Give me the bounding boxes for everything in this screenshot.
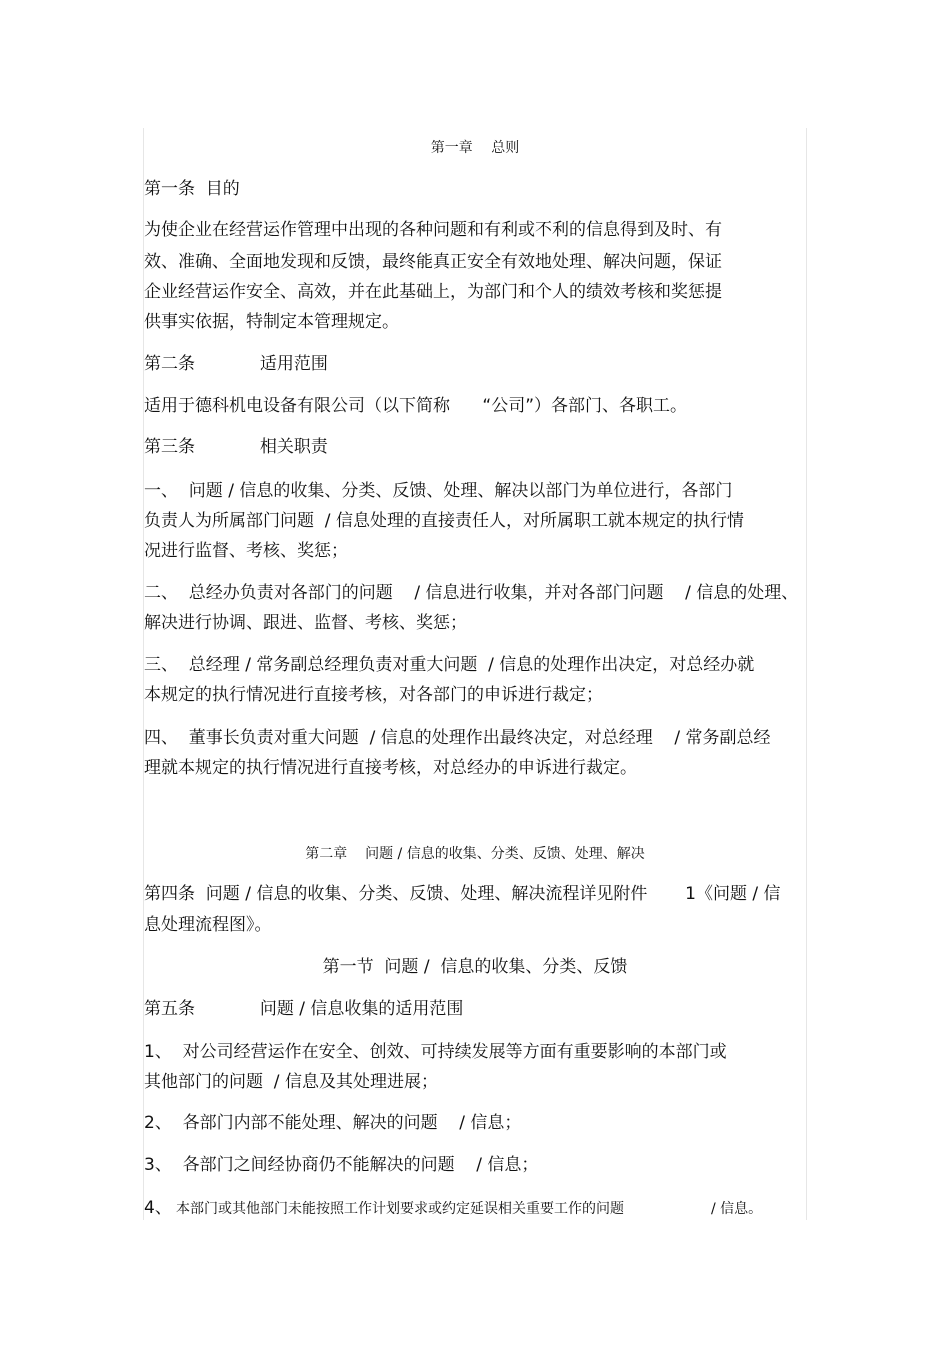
article-1-line: 效、准确、全面地发现和反馈，最终能真正安全有效地处理、解决问题，保证 [144, 252, 722, 272]
chapter-1-title: 第一章 总则 [430, 140, 520, 156]
section-1-title: 第一节 问题 / 信息的收集、分类、反馈 [322, 957, 628, 977]
article-3-item-3-line: 三、 总经理 / 常务副总经理负责对重大问题 / 信息的处理作出决定，对总经办就 [144, 655, 755, 675]
article-1-line: 供事实依据，特制定本管理规定。 [144, 312, 399, 332]
article-5-item-4-prefix: 4、 [144, 1198, 172, 1218]
article-5-item-1-line: 其他部门的问题 / 信息及其处理进展； [144, 1072, 438, 1092]
article-3-item-1-line: 况进行监督、考核、奖惩； [144, 541, 348, 561]
article-5-item-4-text: 本部门或其他部门未能按照工作计划要求或约定延误相关重要工作的问题 [176, 1201, 624, 1217]
article-5-item-4-suffix: / 信息。 [711, 1201, 763, 1217]
article-1-line: 为使企业在经营运作管理中出现的各种问题和有利或不利的信息得到及时、有 [144, 220, 722, 240]
article-3-item-4-line: 四、 董事长负责对重大问题 / 信息的处理作出最终决定，对总经理 / 常务副总经 [144, 728, 771, 748]
article-1-line: 企业经营运作安全、高效，并在此基础上，为部门和个人的绩效考核和奖惩提 [144, 282, 722, 302]
article-3-item-3-line: 本规定的执行情况进行直接考核，对各部门的申诉进行裁定； [144, 685, 603, 705]
article-5-item-3: 3、 各部门之间经协商仍不能解决的问题 / 信息； [144, 1155, 539, 1175]
article-3-item-1-line: 负责人为所属部门问题 / 信息处理的直接责任人，对所属职工就本规定的执行情 [144, 511, 744, 531]
article-4-line: 息处理流程图》。 [144, 915, 272, 935]
article-3-heading: 第三条 相关职责 [144, 437, 328, 457]
article-4-line: 第四条 问题 / 信息的收集、分类、反馈、处理、解决流程详见附件 1《问题 / 信 [144, 884, 781, 904]
article-2-text: 适用于德科机电设备有限公司（以下简称 “公司”）各部门、各职工。 [144, 396, 688, 416]
article-5-item-1-line: 1、 对公司经营运作在安全、创效、可持续发展等方面有重要影响的本部门或 [144, 1042, 727, 1062]
article-3-item-2-line: 二、 总经办负责对各部门的问题 / 信息进行收集，并对各部门问题 / 信息的处理、 [144, 583, 799, 603]
article-5-heading: 第五条 问题 / 信息收集的适用范围 [144, 999, 464, 1019]
article-1-heading: 第一条 目的 [144, 179, 240, 199]
article-3-item-2-line: 解决进行协调、跟进、监督、考核、奖惩； [144, 613, 467, 633]
article-5-item-2: 2、 各部门内部不能处理、解决的问题 / 信息； [144, 1113, 522, 1133]
article-2-heading: 第二条 适用范围 [144, 354, 328, 374]
chapter-2-title: 第二章 问题 / 信息的收集、分类、反馈、处理、解决 [305, 846, 645, 862]
article-3-item-4-line: 理就本规定的执行情况进行直接考核，对总经办的申诉进行裁定。 [144, 758, 637, 778]
page-border-right [806, 128, 807, 1220]
article-3-item-1-line: 一、 问题 / 信息的收集、分类、反馈、处理、解决以部门为单位进行，各部门 [144, 481, 733, 501]
